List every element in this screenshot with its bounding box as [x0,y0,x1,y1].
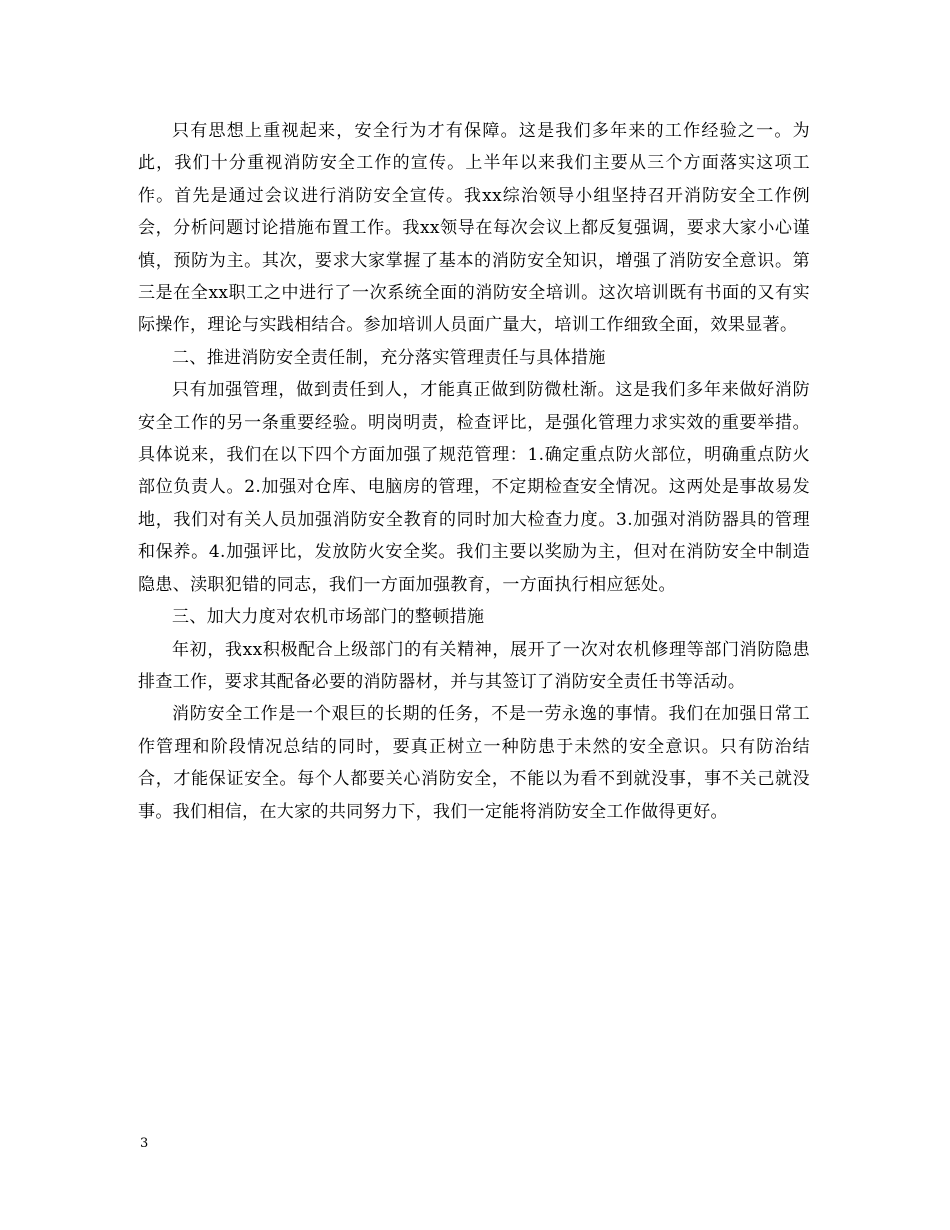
paragraph-conclusion: 消防安全工作是一个艰巨的长期的任务，不是一劳永逸的事情。我们在加强日常工作管理和阶段情况总结的同时，要真正树立一种防患于未然的安全意识。只有防治结合，才能保证安全。每个人都要关心消防安全，不能以为看不到就没事，事不关己就没事。我们相信，在大家的共同努力下，我们一定能将消防安全工作做得更好。 [138,704,810,822]
page-number: 3 [140,1136,149,1151]
paragraph-management: 只有加强管理，做到责任到人，才能真正做到防微杜渐。这是我们多年来做好消防安全工作的另一条重要经验。明岗明责，检查评比，是强化管理力求实效的重要举措。具体说来，我们在以下四个方面加强了规范管理：1.确定重点防火部位，明确重点防火部位负责人。2.加强对仓库、电脑房的管理，不定期检查安全情况。这两处是事故易发地，我们对有关人员加强消防安全教育的同时加大检查力度。3.加强对消防器具的管理和保养。4.加强评比，发放防火安全奖。我们主要以奖励为主，但对在消防安全中制造隐患、渎职犯错的同志，我们一方面加强教育，一方面执行相应惩处。 [138,380,810,595]
paragraph-training: 只有思想上重视起来，安全行为才有保障。这是我们多年来的工作经验之一。为此，我们十分重视消防安全工作的宣传。上半年以来我们主要从三个方面落实这项工作。首先是通过会议进行消防安全宣传。我xx综治领导小组坚持召开消防安全工作例会，分析问题讨论措施布置工作。我xx领导在每次会议上都反复强调，要求大家小心谨慎，预防为主。其次，要求大家掌握了基本的消防安全知识，增强了消防安全意识。第三是在全xx职工之中进行了一次系统全面的消防安全培训。这次培训既有书面的又有实际操作，理论与实践相结合。参加培训人员面广量大，培训工作细致全面，效果显著。 [138,121,810,336]
section-heading-responsibility: 二、推进消防安全责任制，充分落实管理责任与具体措施 [172,347,606,368]
section-heading-rectification: 三、加大力度对农机市场部门的整顿措施 [172,607,485,628]
document-body [138,115,810,828]
paragraph-inspection: 年初，我xx积极配合上级部门的有关精神，展开了一次对农机修理等部门消防隐患排查工作，要求其配备必要的消防器材，并与其签订了消防安全责任书等活动。 [138,639,810,692]
